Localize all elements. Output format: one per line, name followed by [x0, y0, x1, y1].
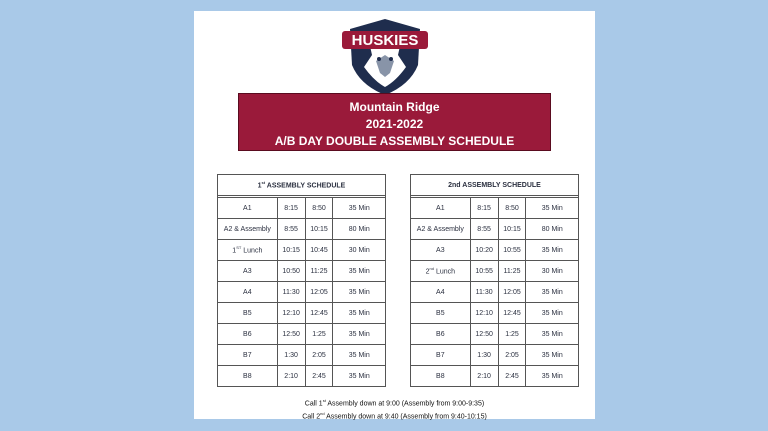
period-label: A3 — [411, 240, 471, 261]
start-time: 12:10 — [470, 303, 498, 324]
end-time: 11:25 — [498, 261, 526, 282]
table-row — [218, 261, 386, 282]
huskies-logo — [340, 15, 430, 99]
duration: 35 Min — [526, 303, 579, 324]
end-time: 1:25 — [305, 324, 333, 345]
start-time: 11:30 — [470, 282, 498, 303]
duration: 35 Min — [526, 366, 579, 387]
start-time: 10:20 — [470, 240, 498, 261]
table-row — [218, 303, 386, 324]
period-label: A1 — [218, 198, 278, 219]
period-label: A2 & Assembly — [218, 219, 278, 240]
period-label: B8 — [411, 366, 471, 387]
end-time: 10:15 — [498, 219, 526, 240]
duration: 35 Min — [526, 240, 579, 261]
period-label: A4 — [218, 282, 278, 303]
period-label: A3 — [218, 261, 278, 282]
note-first-assembly: Call 1st Assembly down at 9:00 (Assembly from 9:00-9:35) — [304, 398, 485, 408]
table-header: 2nd ASSEMBLY SCHEDULE — [411, 175, 579, 196]
period-label: B7 — [411, 345, 471, 366]
duration: 35 Min — [333, 261, 386, 282]
duration: 35 Min — [526, 324, 579, 345]
svg-text:HUSKIES: HUSKIES — [351, 32, 419, 49]
table-row — [411, 219, 579, 240]
table-row — [411, 324, 579, 345]
table-row — [218, 198, 386, 219]
schedule-title: A/B DAY DOUBLE ASSEMBLY SCHEDULE — [274, 134, 515, 148]
period-label: B6 — [411, 324, 471, 345]
duration: 35 Min — [333, 366, 386, 387]
period-label: B5 — [411, 303, 471, 324]
duration: 30 Min — [333, 240, 386, 261]
period-label: B8 — [218, 366, 278, 387]
school-year: 2021-2022 — [365, 117, 424, 131]
note-second-assembly: Call 2nd Assembly down at 9:40 (Assembly from 9:40-10:15) — [302, 411, 487, 421]
table-row — [411, 282, 579, 303]
first-assembly-table — [217, 174, 386, 387]
duration: 30 Min — [526, 261, 579, 282]
period-label: A4 — [411, 282, 471, 303]
end-time: 10:15 — [305, 219, 333, 240]
start-time: 10:50 — [277, 261, 305, 282]
start-time: 8:55 — [277, 219, 305, 240]
duration: 35 Min — [333, 303, 386, 324]
start-time: 2:10 — [470, 366, 498, 387]
duration: 35 Min — [526, 282, 579, 303]
start-time: 12:50 — [470, 324, 498, 345]
table-row — [218, 345, 386, 366]
second-assembly-table — [410, 174, 579, 387]
end-time: 8:50 — [498, 198, 526, 219]
table-row — [411, 261, 579, 282]
duration: 35 Min — [333, 345, 386, 366]
end-time: 11:25 — [305, 261, 333, 282]
title-banner — [238, 93, 551, 151]
end-time: 2:05 — [498, 345, 526, 366]
period-label: 1ST Lunch — [218, 240, 278, 261]
end-time: 12:05 — [498, 282, 526, 303]
duration: 35 Min — [333, 324, 386, 345]
period-label: A2 & Assembly — [411, 219, 471, 240]
end-time: 8:50 — [305, 198, 333, 219]
start-time: 8:15 — [470, 198, 498, 219]
start-time: 12:10 — [277, 303, 305, 324]
table-row — [411, 198, 579, 219]
start-time: 2:10 — [277, 366, 305, 387]
start-time: 8:15 — [277, 198, 305, 219]
table-header: 1st ASSEMBLY SCHEDULE — [218, 175, 386, 196]
end-time: 2:05 — [305, 345, 333, 366]
table-row — [411, 240, 579, 261]
end-time: 2:45 — [498, 366, 526, 387]
start-time: 8:55 — [470, 219, 498, 240]
table-row — [218, 324, 386, 345]
end-time: 12:05 — [305, 282, 333, 303]
duration: 35 Min — [526, 198, 579, 219]
period-label: A1 — [411, 198, 471, 219]
duration: 35 Min — [333, 198, 386, 219]
start-time: 11:30 — [277, 282, 305, 303]
start-time: 10:55 — [470, 261, 498, 282]
end-time: 12:45 — [498, 303, 526, 324]
duration: 35 Min — [526, 345, 579, 366]
period-label: B7 — [218, 345, 278, 366]
table-row — [218, 366, 386, 387]
start-time: 12:50 — [277, 324, 305, 345]
period-label: 2nd Lunch — [411, 261, 471, 282]
table-row — [218, 282, 386, 303]
start-time: 1:30 — [470, 345, 498, 366]
end-time: 12:45 — [305, 303, 333, 324]
assembly-notes — [194, 396, 595, 423]
table-row — [411, 303, 579, 324]
duration: 35 Min — [333, 282, 386, 303]
period-label: B5 — [218, 303, 278, 324]
table-row — [218, 219, 386, 240]
table-row — [411, 366, 579, 387]
school-name: Mountain Ridge — [349, 100, 440, 114]
table-row — [218, 240, 386, 261]
duration: 80 Min — [333, 219, 386, 240]
end-time: 10:45 — [305, 240, 333, 261]
period-label: B6 — [218, 324, 278, 345]
duration: 80 Min — [526, 219, 579, 240]
schedule-document — [194, 11, 595, 419]
end-time: 10:55 — [498, 240, 526, 261]
end-time: 2:45 — [305, 366, 333, 387]
start-time: 10:15 — [277, 240, 305, 261]
table-row — [411, 345, 579, 366]
end-time: 1:25 — [498, 324, 526, 345]
start-time: 1:30 — [277, 345, 305, 366]
